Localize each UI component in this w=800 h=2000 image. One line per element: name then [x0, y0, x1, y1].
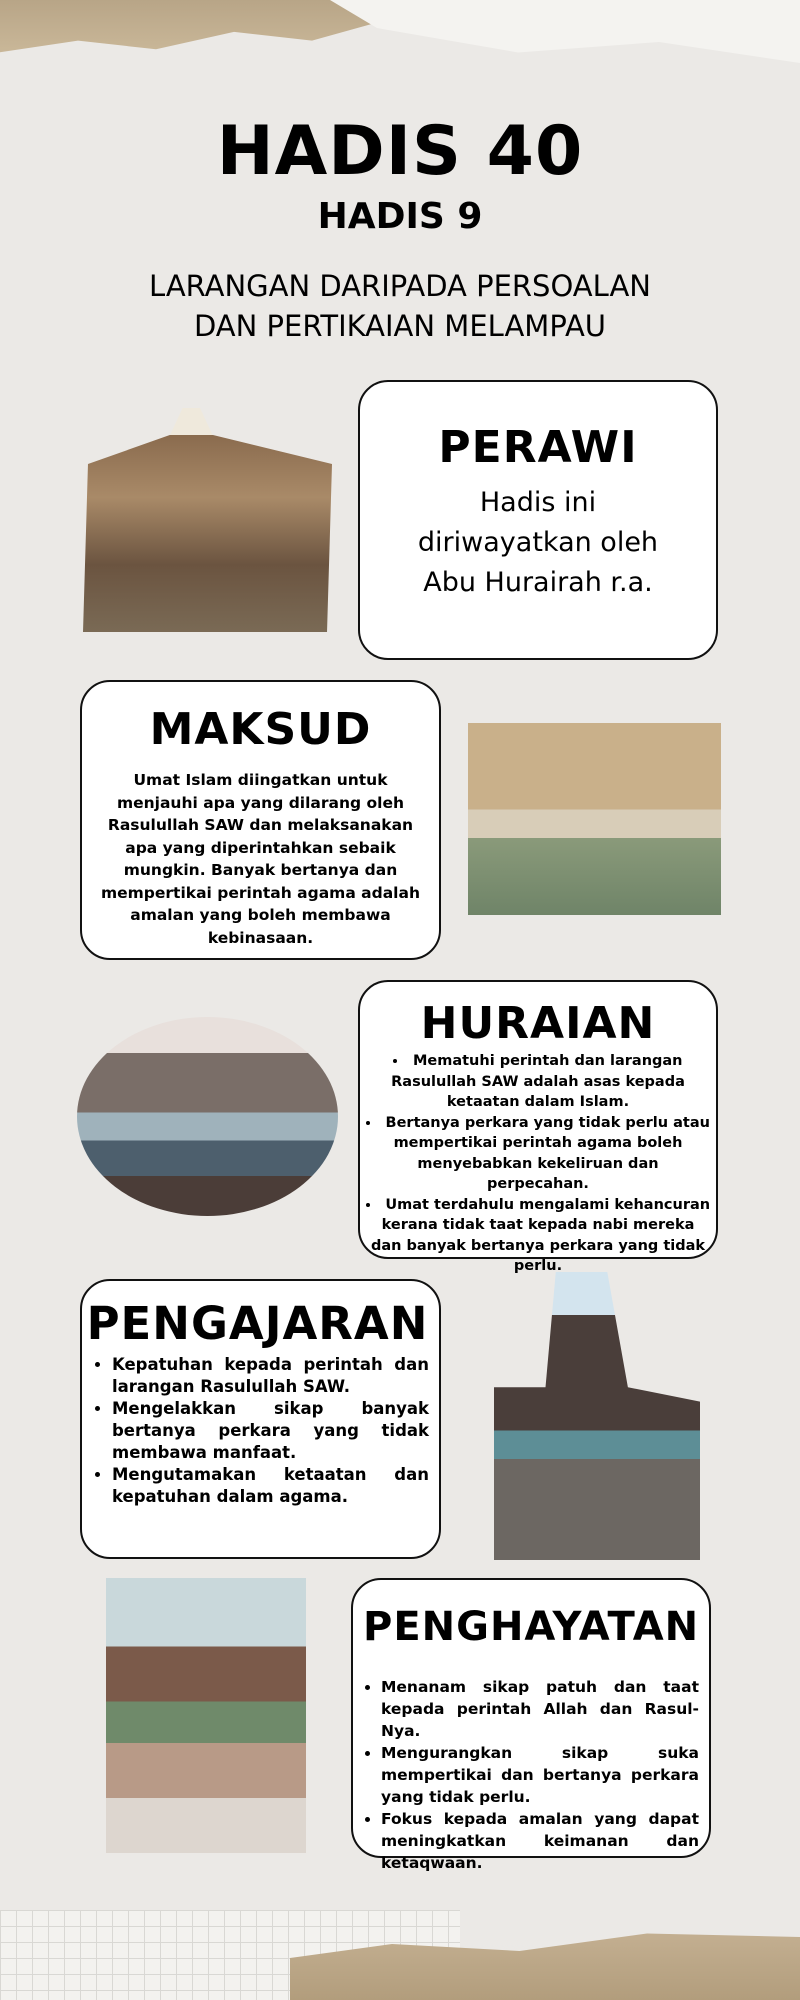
page-title: HADIS 40 — [216, 112, 584, 191]
list-item: • Umat terdahulu mengalami kehancuran kerana tidak taat kepada nabi mereka dan banyak bertanya perkara yang tidak perlu. — [364, 1195, 712, 1277]
list-item: • Menanam sikap patuh dan taat kepada perintah Allah dan Rasul-Nya. — [381, 1676, 699, 1742]
perawi-text — [374, 483, 702, 603]
maksud-text: Umat Islam diingatkan untuk menjauhi apa yang dilarang oleh Rasulullah SAW dan melaksanakan apa yang diperintahkan sebaik mungkin. Banyak bertanya dan mempertikai perintah agama adalah amalan yang boleh membawa kebinasaan. — [100, 771, 420, 947]
perawi-line: Abu Hurairah r.a. — [423, 567, 653, 598]
pengajaran-list — [112, 1354, 429, 1508]
perawi-line: Hadis ini — [479, 487, 597, 518]
pengajaran-card — [80, 1279, 441, 1559]
torn-paper-decoration — [330, 0, 800, 70]
huraian-list — [364, 1051, 712, 1277]
list-item: • Mengurangkan sikap suka mempertikai dan bertanya perkara yang tidak perlu. — [381, 1742, 699, 1808]
cathedral-image — [106, 1578, 306, 1853]
bridge-tower-image — [494, 1272, 700, 1560]
list-item: • Mengutamakan ketaatan dan kepatuhan dalam agama. — [112, 1464, 429, 1508]
page-subtitle: HADIS 9 — [317, 196, 483, 237]
sea-fortress-image — [77, 1017, 338, 1216]
penghayatan-card — [351, 1578, 711, 1872]
topic-line: LARANGAN DARIPADA PERSOALAN — [149, 269, 651, 303]
list-item: • Kepatuhan kepada perintah dan larangan Rasulullah SAW. — [112, 1354, 429, 1398]
list-item: • Fokus kepada amalan yang dapat meningkatkan keimanan dan ketaqwaan. — [381, 1808, 699, 1874]
maksud-heading: MAKSUD — [149, 704, 372, 755]
pengajaran-heading: PENGAJARAN — [86, 1297, 429, 1350]
huraian-heading: HURAIAN — [420, 998, 656, 1049]
perawi-card — [358, 380, 718, 660]
maksud-card — [80, 680, 441, 960]
topic-line: DAN PERTIKAIAN MELAMPAU — [193, 309, 607, 343]
list-item: • Mengelakkan sikap banyak bertanya perkara yang tidak membawa manfaat. — [112, 1398, 429, 1464]
building-image — [83, 408, 332, 632]
perawi-heading: PERAWI — [438, 422, 638, 473]
penghayatan-heading: PENGHAYATAN — [363, 1604, 700, 1650]
perawi-line: diriwayatkan oleh — [417, 527, 659, 558]
list-item: • Bertanya perkara yang tidak perlu atau mempertikai perintah agama boleh menyebabkan kekeliruan dan perpecahan. — [364, 1113, 712, 1195]
penghayatan-list — [381, 1676, 699, 1874]
topic-title — [0, 266, 800, 346]
list-item: • Mematuhi perintah dan larangan Rasulullah SAW adalah asas kepada ketaatan dalam Islam. — [364, 1051, 712, 1113]
torn-paper-decoration — [0, 0, 390, 58]
huraian-card — [358, 980, 718, 1274]
venice-image — [468, 723, 721, 915]
